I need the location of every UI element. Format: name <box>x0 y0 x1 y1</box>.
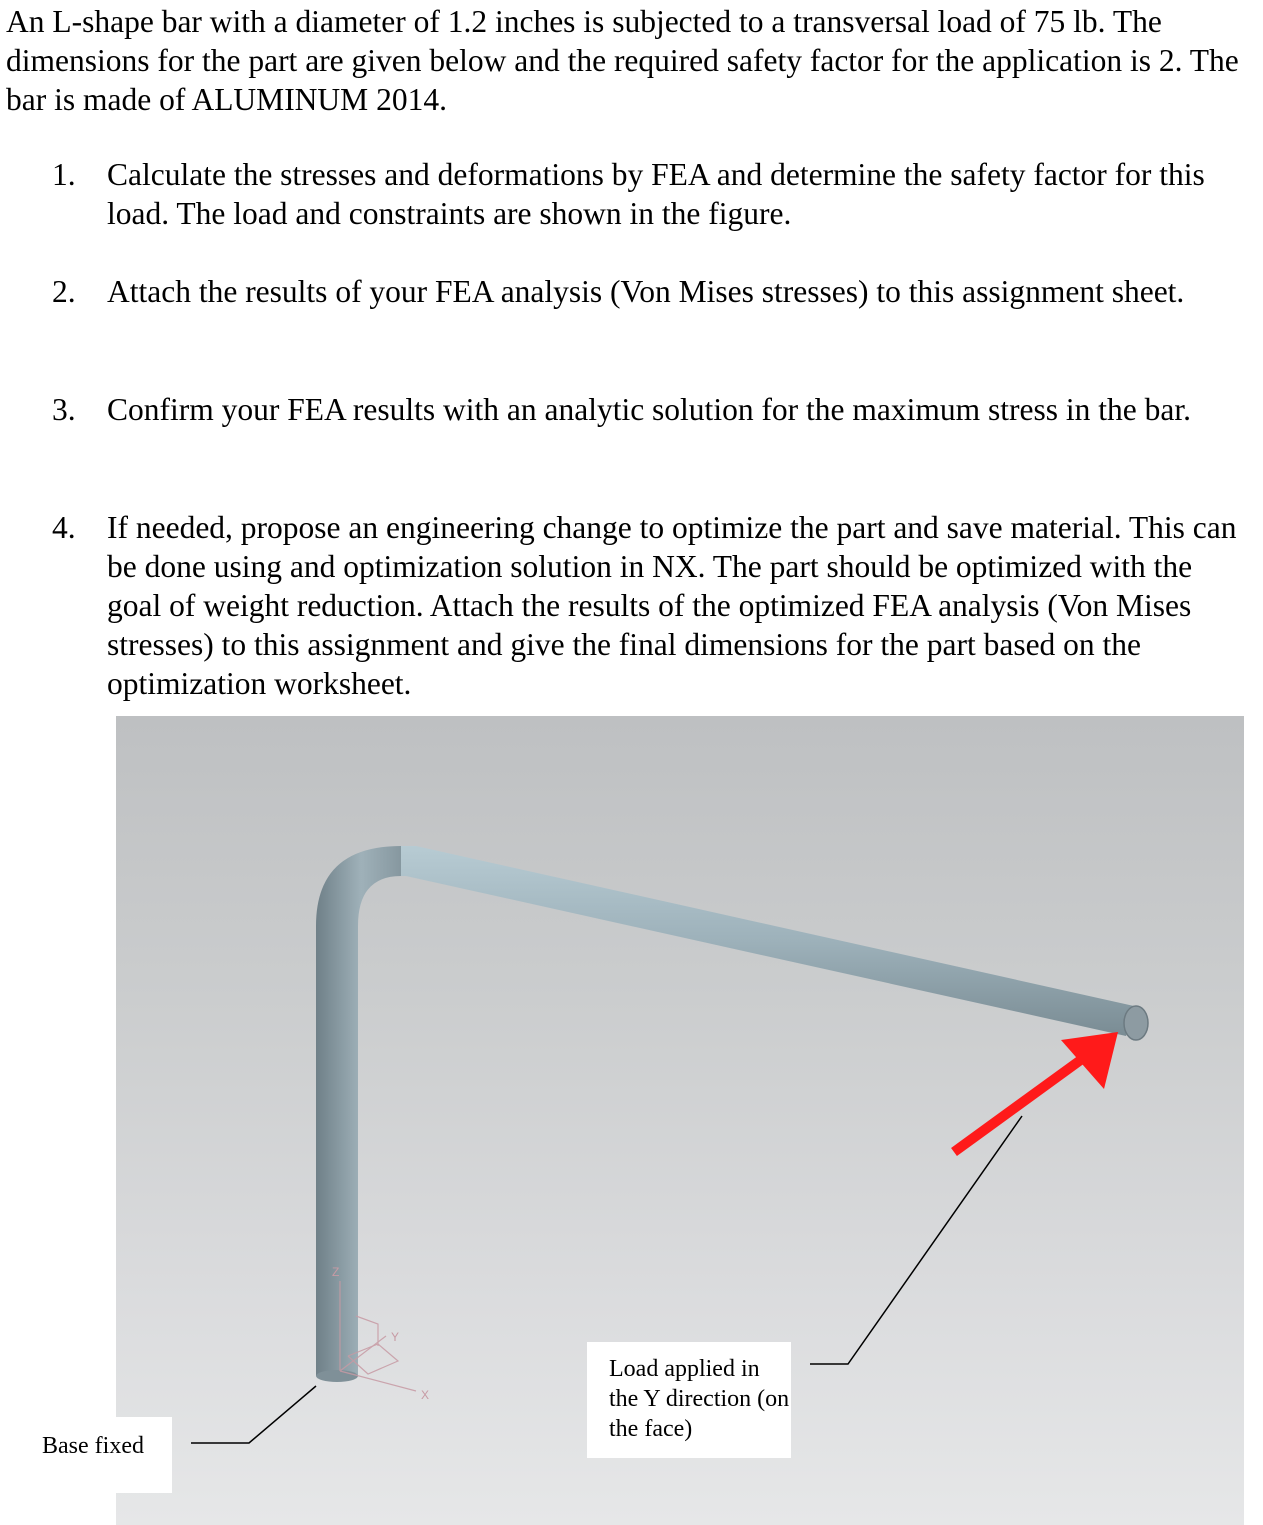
task-item-4 <box>52 508 1252 703</box>
load-leader-line <box>810 1116 1022 1364</box>
task-item-3 <box>52 390 1252 429</box>
base-label <box>0 1417 172 1493</box>
task-item-2 <box>52 272 1252 311</box>
task-text: Attach the results of your FEA analysis (Von Mises stresses) to this assignment sheet. <box>107 274 1185 309</box>
load-label <box>587 1342 791 1458</box>
load-label-text: Load applied in the Y direction (on the face) <box>609 1356 790 1442</box>
task-number: 3. <box>52 392 76 427</box>
vertical-leg <box>316 846 416 1376</box>
task-text: Confirm your FEA results with an analytic solution for the maximum stress in the bar. <box>107 392 1191 427</box>
task-number: 2. <box>52 274 76 309</box>
bar-base-face <box>316 1370 358 1382</box>
task-number: 1. <box>52 157 76 192</box>
axis-y-label: Y <box>391 1330 400 1344</box>
base-leader-line <box>191 1386 316 1443</box>
task-text: If needed, propose an engineering change to optimize the part and save material. This can be done using and optimization solution in NX. The part should be optimized with the goal of weight reduction. Attach the results of the optimized FEA analysis (Von Mises stresses) to this assignment and give the final dimensions for the part based on the optimization worksheet. <box>107 510 1237 701</box>
task-text: Calculate the stresses and deformations by FEA and determine the safety factor for this load. The load and constraints are shown in the figure. <box>107 157 1205 231</box>
base-label-text: Base fixed <box>42 1433 144 1459</box>
load-arrow-icon <box>954 1032 1118 1152</box>
task-number: 4. <box>52 510 76 545</box>
problem-statement: An L-shape bar with a diameter of 1.2 inches is subjected to a transversal load of 75 lb. The dimensions for the part are given below and the required safety factor for the application is 2. The bar is made of ALUMINUM 2014. <box>6 4 1239 117</box>
horizontal-arm <box>401 846 1134 1036</box>
axis-z-label: Z <box>332 1265 340 1279</box>
task-item-1 <box>52 155 1252 233</box>
bar-end-face <box>1124 1006 1148 1040</box>
axis-x-label: X <box>421 1388 430 1402</box>
